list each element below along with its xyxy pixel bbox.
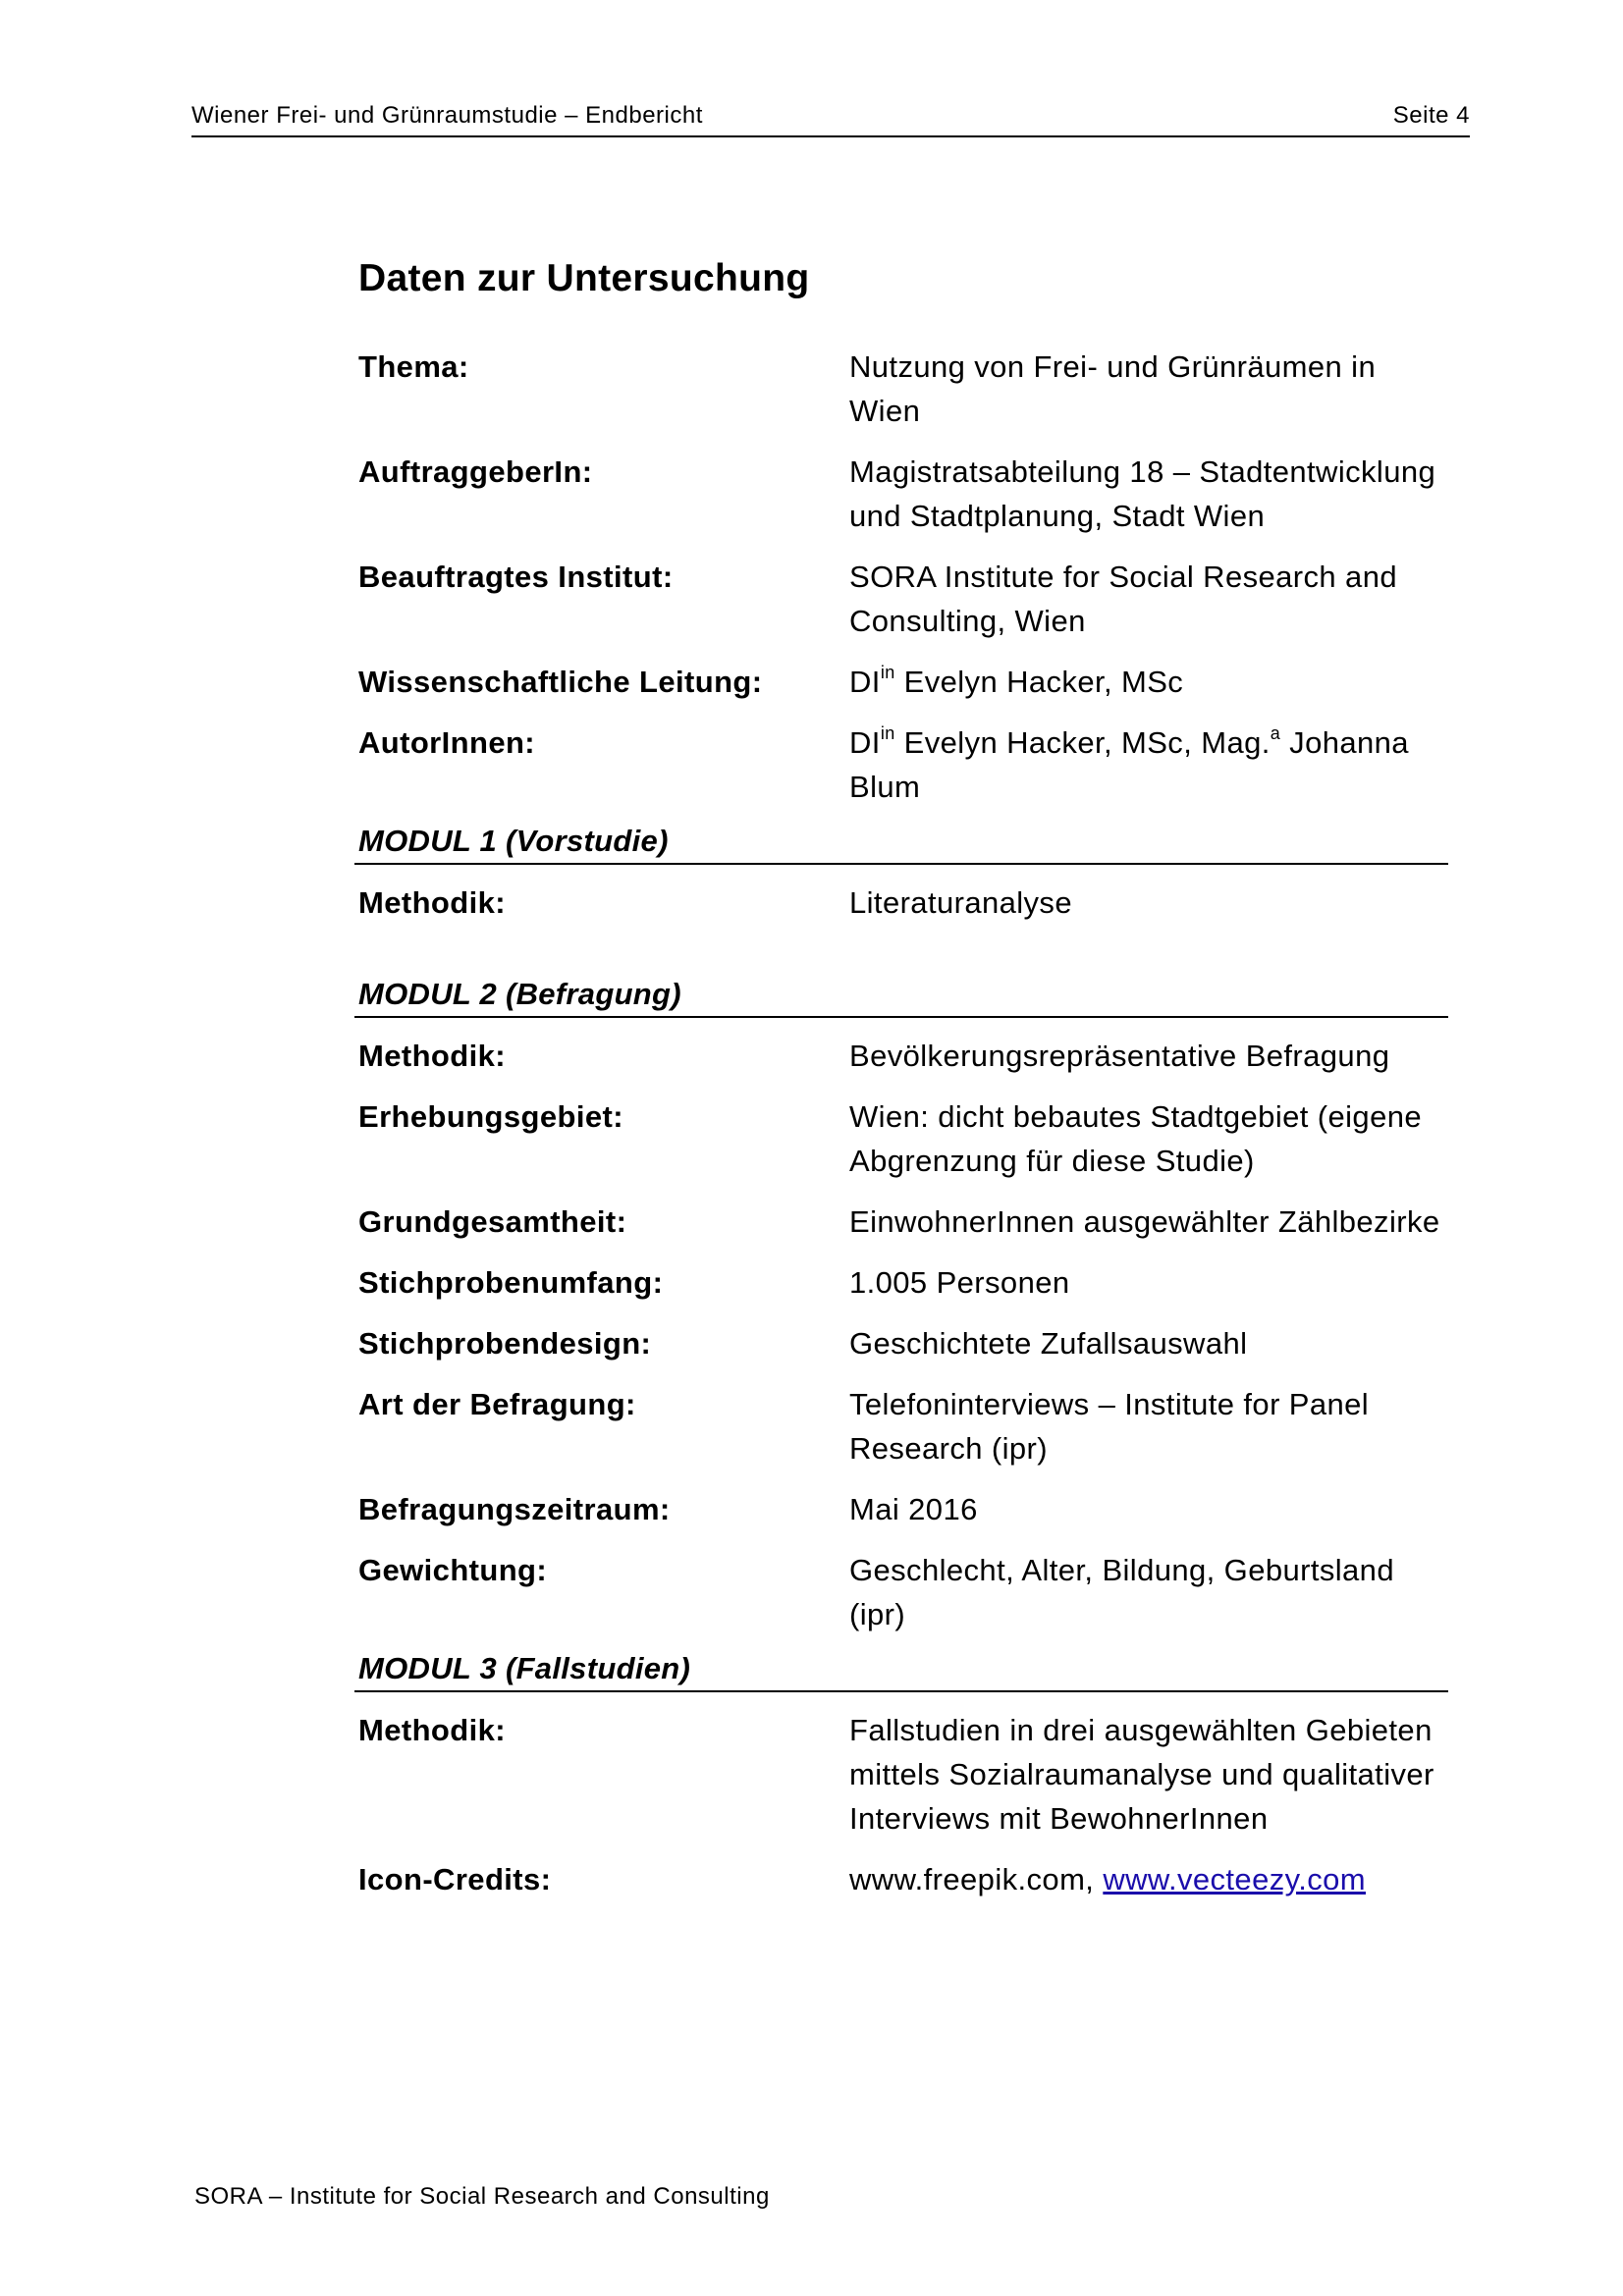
row-label: Thema: bbox=[358, 349, 469, 384]
row-value: EinwohnerInnen ausgewählter Zählbezirke bbox=[849, 1204, 1440, 1239]
row-value: Telefoninterviews – Institute for Panel Research (ipr) bbox=[849, 1387, 1370, 1466]
info-row bbox=[358, 345, 1448, 433]
info-row bbox=[358, 1034, 1448, 1078]
title-superscript: in bbox=[880, 663, 895, 682]
row-value: Nutzung von Frei- und Grünräumen in Wien bbox=[849, 349, 1377, 428]
info-row bbox=[358, 1708, 1448, 1841]
info-row bbox=[358, 1487, 1448, 1531]
row-label: Methodik: bbox=[358, 1713, 506, 1747]
module-heading: MODUL 2 (Befragung) bbox=[354, 977, 1448, 1018]
info-row bbox=[358, 450, 1448, 538]
row-value: Fallstudien in drei ausgewählten Gebieten mittels Sozialraumanalyse und qualitativer Interviews mit BewohnerInnen bbox=[849, 1713, 1434, 1836]
row-value: Literaturanalyse bbox=[849, 885, 1072, 920]
info-row bbox=[358, 555, 1448, 643]
info-row-autoren bbox=[358, 721, 1448, 809]
section-title: Daten zur Untersuchung bbox=[358, 257, 810, 299]
row-value: Geschichtete Zufallsauswahl bbox=[849, 1326, 1248, 1361]
spacer bbox=[358, 941, 1448, 979]
page-footer: SORA – Institute for Social Research and Consulting bbox=[194, 2183, 770, 2210]
header-title: Wiener Frei- und Grünraumstudie – Endbericht bbox=[191, 102, 703, 129]
row-value: Wien: dicht bebautes Stadtgebiet (eigene Abgrenzung für diese Studie) bbox=[849, 1099, 1422, 1178]
title-prefix: DI bbox=[849, 665, 881, 699]
row-label: Befragungszeitraum: bbox=[358, 1492, 671, 1526]
row-value: 1.005 Personen bbox=[849, 1265, 1070, 1300]
info-row-leitung bbox=[358, 660, 1448, 704]
row-value: Mai 2016 bbox=[849, 1492, 978, 1526]
info-row bbox=[358, 1200, 1448, 1244]
author-text: Evelyn Hacker, MSc, Mag. bbox=[894, 725, 1271, 760]
row-value: Bevölkerungsrepräsentative Befragung bbox=[849, 1039, 1390, 1073]
row-label: Erhebungsgebiet: bbox=[358, 1099, 623, 1134]
row-label: Methodik: bbox=[358, 1039, 506, 1073]
info-row bbox=[358, 1260, 1448, 1305]
row-value bbox=[849, 660, 1448, 704]
row-label: Stichprobenumfang: bbox=[358, 1265, 664, 1300]
row-value: Magistratsabteilung 18 – Stadtentwicklung und Stadtplanung, Stadt Wien bbox=[849, 454, 1436, 533]
info-row bbox=[358, 1548, 1448, 1636]
row-label: Art der Befragung: bbox=[358, 1387, 636, 1421]
row-label: Stichprobendesign: bbox=[358, 1326, 652, 1361]
info-row-credits bbox=[358, 1857, 1448, 1901]
vecteezy-link[interactable]: www.vecteezy.com bbox=[1103, 1862, 1366, 1896]
title-prefix: DI bbox=[849, 725, 881, 760]
row-label: Gewichtung: bbox=[358, 1553, 548, 1587]
page-header bbox=[191, 102, 1470, 137]
person-name: Evelyn Hacker, MSc bbox=[894, 665, 1184, 699]
author-text: Johanna Blum bbox=[849, 725, 1409, 804]
row-value bbox=[849, 721, 1448, 809]
row-value bbox=[849, 1857, 1448, 1901]
study-data-section bbox=[358, 257, 1448, 1918]
row-label: AutorInnen: bbox=[358, 725, 536, 760]
row-label: Beauftragtes Institut: bbox=[358, 560, 674, 594]
page-number: Seite 4 bbox=[1392, 102, 1470, 129]
info-row bbox=[358, 1321, 1448, 1365]
row-label: Methodik: bbox=[358, 885, 506, 920]
row-label: Wissenschaftliche Leitung: bbox=[358, 665, 763, 699]
row-value: Geschlecht, Alter, Bildung, Geburtsland (ipr) bbox=[849, 1553, 1394, 1631]
info-row bbox=[358, 1382, 1448, 1470]
info-row bbox=[358, 881, 1448, 925]
title-superscript: a bbox=[1270, 723, 1281, 743]
module-heading: MODUL 3 (Fallstudien) bbox=[354, 1651, 1448, 1692]
info-row bbox=[358, 1095, 1448, 1183]
credit-text: www.freepik.com, bbox=[849, 1862, 1104, 1896]
title-superscript: in bbox=[880, 723, 895, 743]
row-value: SORA Institute for Social Research and Consulting, Wien bbox=[849, 560, 1397, 638]
row-label: AuftraggeberIn: bbox=[358, 454, 593, 489]
module-heading: MODUL 1 (Vorstudie) bbox=[354, 824, 1448, 865]
row-label: Grundgesamtheit: bbox=[358, 1204, 627, 1239]
row-label: Icon-Credits: bbox=[358, 1862, 552, 1896]
